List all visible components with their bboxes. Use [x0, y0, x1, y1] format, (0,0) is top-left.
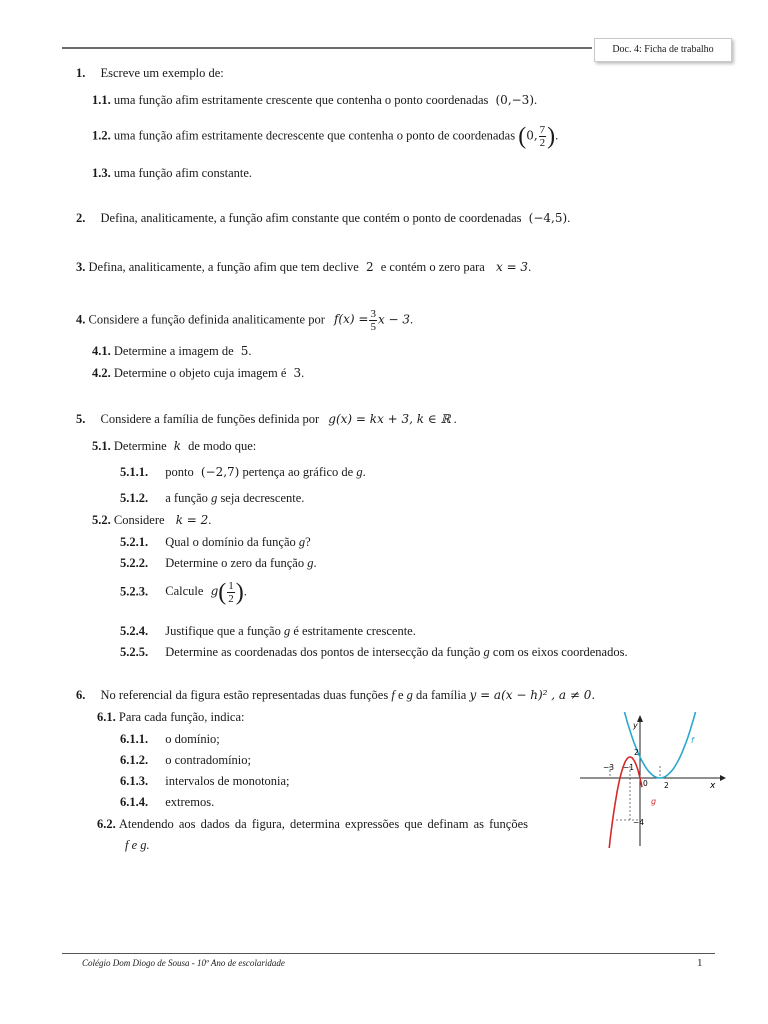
q6-1-3-text: intervalos de monotonia;	[165, 774, 290, 788]
q6-family: y = a(x − h)² , a ≠ 0.	[469, 688, 596, 702]
x-axis-label: x	[710, 781, 716, 791]
q5-2-5-number: 5.2.5.	[120, 645, 149, 659]
q1-1-number: 1.1.	[92, 93, 111, 107]
q5-1-2-g: g	[211, 491, 218, 505]
label-g: g	[651, 797, 657, 806]
question-4-1: 4.1. Determine a imagem de 5.	[92, 344, 252, 358]
q5-2-text: Considere	[113, 513, 165, 527]
q6-f: f	[391, 688, 395, 702]
question-6-1-2	[120, 753, 251, 768]
q4-number: 4.	[76, 312, 86, 327]
q1-text: Escreve um exemplo de:	[100, 66, 224, 80]
q5-number: 5.	[76, 412, 86, 426]
question-5-1	[92, 439, 256, 454]
q6-1-2-number: 6.1.2.	[120, 753, 149, 767]
q4-2-number: 4.2.	[92, 366, 111, 380]
label-f: f	[691, 736, 694, 745]
q6-number: 6.	[76, 688, 86, 702]
question-5-2-4	[120, 624, 416, 639]
q1-2-frac-den: 2	[539, 137, 546, 149]
question-3: 3. Defina, analiticamente, a função afim que tem declive 2 e contém o zero para x = 3.	[76, 260, 532, 274]
q5-2-3-text: Calcule	[165, 584, 204, 599]
q4-1-value: 5	[240, 344, 249, 358]
header-rule	[62, 47, 592, 49]
tick-minus3: −3	[603, 763, 615, 772]
q4-f-rhs: x − 3	[377, 312, 411, 327]
q5-2-4-text-a: Justifique que a função	[165, 624, 281, 638]
q6-1-1-number: 6.1.1.	[120, 732, 149, 746]
q5-1-1-g: g	[356, 465, 363, 479]
q2-point: (−4,5)	[528, 211, 568, 225]
q4-2-text: Determine o objeto cuja imagem é	[113, 366, 287, 380]
q1-3-text: uma função afim constante.	[113, 166, 253, 180]
footer-school: Colégio Dom Diogo de Sousa - 10º Ano de escolaridade	[82, 958, 285, 968]
q5-2-3-frac-num: 1	[228, 580, 234, 592]
question-5-2-2: 5.2.2. Determine o zero da função g.	[120, 556, 317, 570]
question-6-1-3	[120, 774, 290, 789]
question-1-3	[92, 166, 252, 181]
q5-2-number: 5.2.	[92, 513, 111, 527]
question-6-2	[97, 817, 528, 832]
q5-text: Considere a família de funções definida por	[100, 412, 320, 426]
q5-1-2-text-a: a função	[165, 491, 208, 505]
tick-2-x: 2	[664, 781, 669, 790]
q4-text: Considere a função definida analiticamente por	[88, 312, 325, 327]
q1-2-number: 1.2.	[92, 128, 111, 143]
doc-tag: Doc. 4: Ficha de trabalho	[594, 38, 732, 62]
question-5-2-5	[120, 645, 628, 660]
q5-1-1-text-b: pertença ao gráfico de	[242, 465, 354, 479]
q6-text-a: No referencial da figura estão representadas duas funções	[100, 688, 389, 702]
q6-text-b: da família	[416, 688, 467, 702]
question-5-2-3: 5.2.3. Calcule g( $\frac{1}{2}$ ).	[120, 579, 247, 606]
question-5-1-1: 5.1.1. ponto (−2,7) pertença ao gráfico de g.	[120, 465, 366, 479]
parabolas-figure	[580, 712, 728, 848]
question-6-1-4	[120, 795, 214, 810]
q2-text: Defina, analiticamente, a função afim constante que contém o ponto de coordenadas	[100, 211, 522, 225]
q5-2-3-frac-den: 2	[228, 593, 234, 605]
tick-2-y: 2	[634, 748, 639, 757]
q1-2-point-x: 0,	[526, 128, 538, 143]
q6-1-4-number: 6.1.4.	[120, 795, 149, 809]
question-6	[76, 688, 595, 703]
question-1-1: 1.1. uma função afim estritamente crescente que contenha o ponto coordenadas (0,−3).	[92, 93, 538, 107]
q5-1-1-point: (−2,7)	[200, 465, 240, 479]
q5-1-1-number: 5.1.1.	[120, 465, 149, 479]
q5-2-2-text: Determine o zero da função	[165, 556, 305, 570]
q5-2-1-text: Qual o domínio da função	[165, 535, 296, 549]
q1-1-text: uma função afim estritamente crescente que contenha o ponto coordenadas	[113, 93, 489, 107]
q5-1-text-b: de modo que:	[188, 439, 257, 453]
page-number: 1	[697, 957, 703, 969]
q5-2-kval: k = 2	[175, 513, 209, 527]
q1-3-number: 1.3.	[92, 166, 111, 180]
q4-1-text: Determine a imagem de	[113, 344, 234, 358]
q6-1-number: 6.1.	[97, 710, 116, 724]
tick-minus1: −1	[623, 763, 635, 772]
q5-2-4-text-b: é estritamente crescente.	[293, 624, 416, 638]
question-4: 4. Considere a função definida analiticamente por f(x) = $\frac{3}{5}$ x − 3.	[76, 308, 414, 333]
question-5-2-1: 5.2.1. Qual o domínio da função g?	[120, 535, 311, 549]
question-4-2: 4.2. Determine o objeto cuja imagem é 3.	[92, 366, 305, 380]
q5-1-text-a: Determine	[113, 439, 167, 453]
question-6-1-1	[120, 732, 220, 747]
q5-2-3-number: 5.2.3.	[120, 584, 149, 599]
q4-frac-num: 3	[370, 308, 376, 320]
y-axis-label: y	[633, 721, 638, 730]
q6-1-text: Para cada função, indica:	[118, 710, 245, 724]
q6-1-1-text: o domínio;	[165, 732, 220, 746]
q3-zero: x = 3	[495, 260, 529, 274]
question-6-2-line2	[125, 838, 150, 853]
q5-2-1-g: g	[298, 535, 306, 549]
footer-rule	[62, 953, 715, 954]
y-axis-arrow	[637, 715, 643, 722]
tick-minus4: −4	[633, 818, 645, 827]
q6-1-3-number: 6.1.3.	[120, 774, 149, 788]
q5-2-3-g: g	[210, 584, 219, 599]
q5-1-2-text-b: seja decrescente.	[220, 491, 305, 505]
q4-2-value: 3	[293, 366, 302, 380]
q5-1-number: 5.1.	[92, 439, 111, 453]
q6-1-4-text: extremos.	[165, 795, 215, 809]
question-6-1	[97, 710, 245, 725]
question-2: 2. Defina, analiticamente, a função afim constante que contém o ponto de coordenadas (−4,5).	[76, 211, 571, 225]
q5-formula: g(x) = kx + 3, k ∈ ℝ	[328, 412, 451, 426]
q1-2-text: uma função afim estritamente decrescente que contenha o ponto de coordenadas	[113, 128, 516, 143]
q3-text-b: e contém o zero para	[380, 260, 485, 274]
question-1-2: 1.2. uma função afim estritamente decrescente que contenha o ponto de coordenadas (0, $\frac{7}{2}$ ).	[92, 123, 559, 150]
q5-2-4-number: 5.2.4.	[120, 624, 149, 638]
q5-2-5-text-b: com os eixos coordenados.	[492, 645, 628, 659]
q5-2-4-g: g	[283, 624, 291, 638]
q5-1-1-text-a: ponto	[165, 465, 194, 479]
q3-slope: 2	[365, 260, 374, 274]
q5-2-2-g: g	[307, 556, 314, 570]
q6-2-text: Atendendo aos dados da figura, determina expressões que definam as funções	[118, 817, 528, 831]
q5-2-5-text-a: Determine as coordenadas dos pontos de intersecção da função	[165, 645, 481, 659]
q3-number: 3.	[76, 260, 86, 274]
question-5-1-2	[120, 491, 304, 506]
q6-2-number: 6.2.	[97, 817, 116, 831]
q2-number: 2.	[76, 211, 86, 225]
q6-1-2-text: o contradomínio;	[165, 753, 251, 767]
q5-1-2-number: 5.1.2.	[120, 491, 149, 505]
q4-1-number: 4.1.	[92, 344, 111, 358]
tick-zero: 0	[643, 779, 648, 788]
q4-frac-den: 5	[370, 321, 376, 333]
q6-2-line2-text: f e g.	[125, 838, 150, 852]
q1-2-frac-num: 7	[539, 124, 546, 136]
question-1	[76, 66, 224, 81]
q5-2-2-number: 5.2.2.	[120, 556, 149, 570]
q5-2-5-g: g	[483, 645, 490, 659]
q1-1-point: (0,−3)	[495, 93, 535, 107]
q3-text-a: Defina, analiticamente, a função afim que tem declive	[88, 260, 359, 274]
question-5: 5. Considere a família de funções definida por g(x) = kx + 3, k ∈ ℝ .	[76, 412, 457, 426]
x-axis-arrow	[720, 775, 726, 781]
q5-2-1-number: 5.2.1.	[120, 535, 149, 549]
q5-1-k: k	[173, 439, 182, 453]
q6-e: e	[397, 688, 404, 702]
q4-f-lhs: f(x) =	[333, 312, 369, 327]
q6-g: g	[406, 688, 413, 702]
q1-number: 1.	[76, 66, 86, 80]
question-5-2: 5.2. Considere k = 2.	[92, 513, 212, 527]
